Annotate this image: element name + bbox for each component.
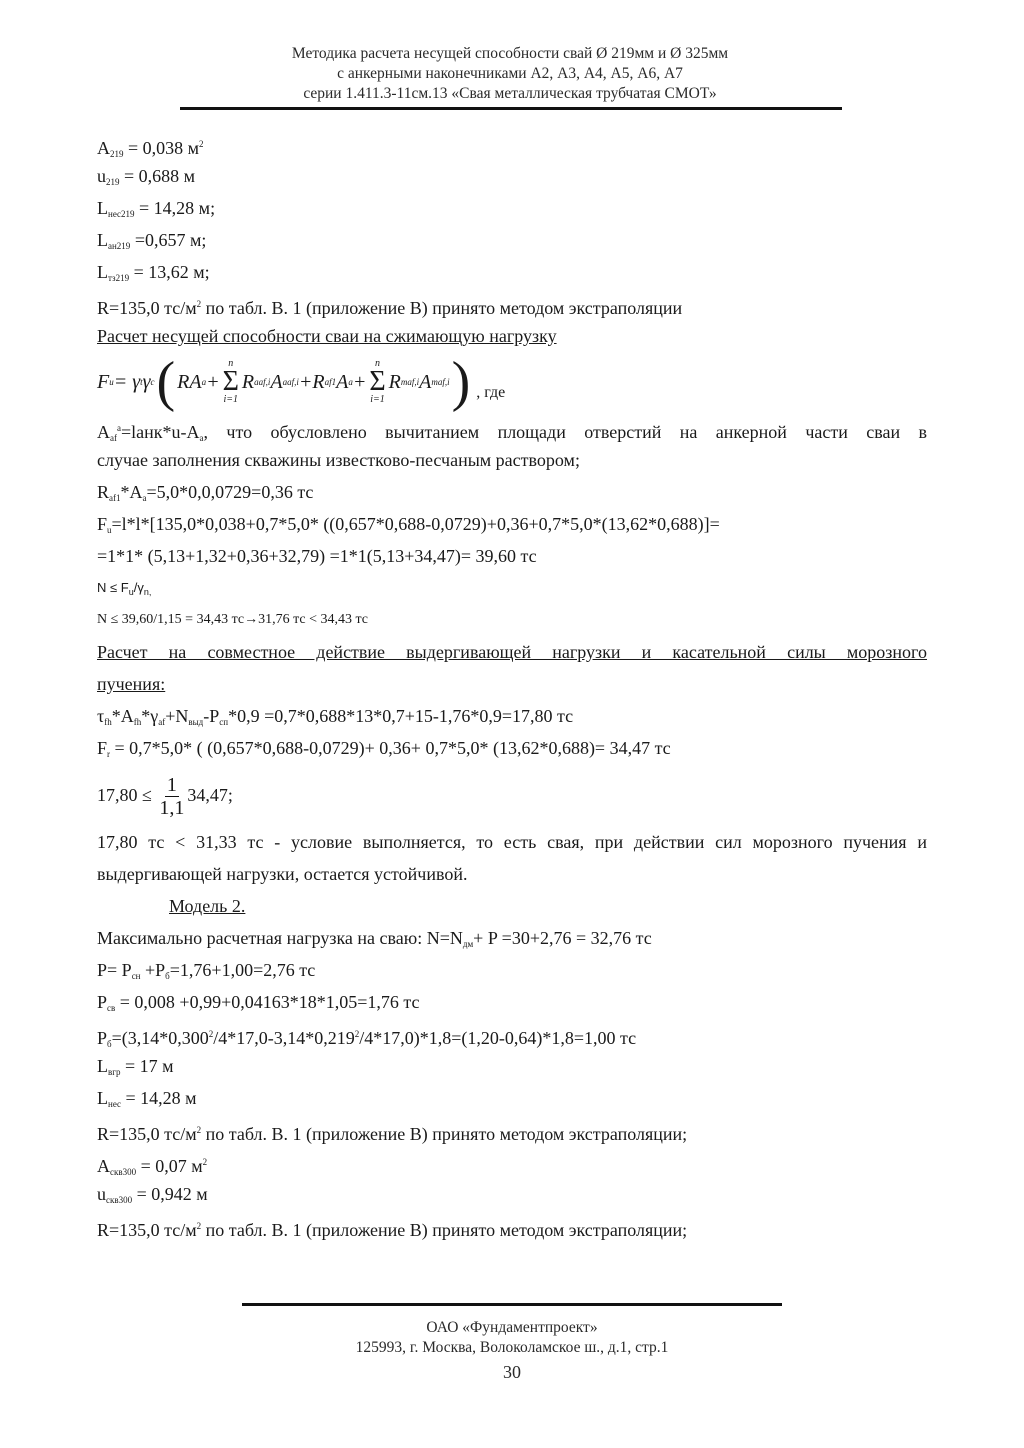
model-2-heading: Модель 2. [169, 896, 246, 916]
line-fu-2: =1*1* (5,13+1,32+0,36+32,79) =1*1(5,13+34,47)= 39,60 тс [97, 546, 537, 566]
line-pb: $P_б=(3,14*0,300^2/4*17,0-3,14*0,219^2/4*17,0)*1,8=(1,20-0,64)*1,8=1,00$ тс [97, 1028, 637, 1049]
line-lnes219: $L_{нес219} = 14,28$ м; [97, 198, 216, 219]
line-fr: $F_r = 0,7*5,0*$ ( (0,657*0,688-0,0729)+ 0,36+ 0,7*5,0* (13,62*0,688)= 34,47 тс [97, 738, 671, 759]
line-ineq-2: N ≤ 39,60/1,15 = 34,43 тс→31,76 тс < 34,43 тс [97, 612, 368, 627]
heading-frost-a: Расчет на совместное действие выдергивающей нагрузки и касательной силы морозного [97, 642, 927, 662]
page-header [180, 44, 840, 104]
header-line-1: Методика расчета несущей способности свай Ø 219мм и Ø 325мм [291, 45, 729, 62]
sum-symbol-2: n Σ i=1 [369, 358, 386, 405]
line-a219: $A_{219} = 0,038$ $м^2$ [97, 138, 204, 159]
heading-compression: Расчет несущей способности сваи на сжимающую нагрузку [97, 326, 557, 346]
line-ineq-1: $N \le F_u/\gamma_{n,}$ [97, 580, 152, 597]
header-line-3: серии 1.411.3-11см.13 «Свая металлическая трубчатая СМОТ» [303, 85, 717, 102]
line-uskv: $u_{скв300} = 0,942$ м [97, 1184, 208, 1205]
right-paren: ) [451, 351, 471, 413]
line-fu-1: $F_u=l*l*[135,0*0,038+0,7*5,0*$ ((0,657*0,688-0,0729)+0,36+0,7*5,0*(13,62*0,688)]= [97, 514, 720, 535]
header-divider [180, 107, 842, 110]
page-footer [242, 1318, 782, 1382]
line-lts219: $L_{тз219} = 13,62$ м; [97, 262, 210, 283]
page-number: 30 [503, 1362, 521, 1382]
left-paren: ( [156, 351, 176, 413]
line-conclusion-2: выдергивающей нагрузки, остается устойчивой. [97, 864, 468, 884]
line-r1: R=135,0 $тс/м^2$ по табл. В. 1 (приложение В) принято методом экстраполяции [97, 298, 683, 318]
line-u219: $u_{219} = 0,688$ м [97, 166, 196, 187]
footer-org: ОАО «Фундаментпроект» [426, 1319, 598, 1336]
line-psv: $P_{св} = 0,008 +0,99+0,04163*18*1,05=1,76$ тс [97, 992, 420, 1013]
line-r3: R=135,0 $тс/м^2$ по табл. В. 1 (приложение В) принято методом экстраполяции; [97, 1220, 688, 1240]
header-line-2: с анкерными наконечниками А2, А3, А4, А5, А6, А7 [337, 65, 683, 82]
footer-address: 125993, г. Москва, Волоколамское ш., д.1, стр.1 [355, 1339, 669, 1356]
line-askv: $A_{скв300} = 0,07$ $м^2$ [97, 1156, 208, 1177]
line-aaf-2: случае заполнения скважины известково-песчаным раствором; [97, 450, 580, 470]
line-tau: $\tau_{fh}*A_{fh}*\gamma_{af}+N_{выд}-P_{сп}*0,9 =0,7*0,688*13*0,7+15-1,76*0,9=17,80$ тс [97, 706, 574, 727]
fraction-1-over-1-1: $\frac{1}{1,1}$ [159, 774, 185, 820]
line-fraction: 17,80 ≤ $\frac{1}{1,1}$ 34,47; [97, 774, 233, 820]
line-p: $P= P_{сн} +P_б=1,76+1,00=2,76$ тс [97, 960, 316, 981]
line-lnes: $L_{нес} = 14,28$ м [97, 1088, 197, 1109]
sum-symbol-1: n Σ i=1 [222, 358, 239, 405]
line-lan219: $L_{ан219} =0,657$ м; [97, 230, 207, 251]
line-aaf: $A_{af}^a=lанк*u-A_a$, что обусловлено вычитанием площади отверстий на анкерной части сваи в [97, 422, 927, 443]
heading-frost-b: пучения: [97, 674, 166, 694]
line-max-load: Максимально расчетная нагрузка на сваю: $N=N_{дм}+ P =30+2,76 = 32,76$ тс [97, 928, 652, 949]
footer-divider [242, 1303, 782, 1306]
line-lvgr: $L_{вгр} = 17$ м [97, 1056, 174, 1077]
bearing-capacity-formula: F u = γ t γ c ( RA a + n Σ i=1 R a af,i A a af,i + R af1 A a + n Σ i=1 R m af,i A m af,i ) , где [97, 351, 506, 413]
line-conclusion-1: 17,80 тс < 31,33 тс - условие выполняется, то есть свая, при действии сил морозного пучения и [97, 832, 927, 852]
line-r2: R=135,0 $тс/м^2$ по табл. В. 1 (приложение В) принято методом экстраполяции; [97, 1124, 688, 1144]
line-raf: $R_{af1}*A_a=5,0*0,0,0729=0,36$ тс [97, 482, 314, 503]
page-body [97, 128, 927, 1242]
